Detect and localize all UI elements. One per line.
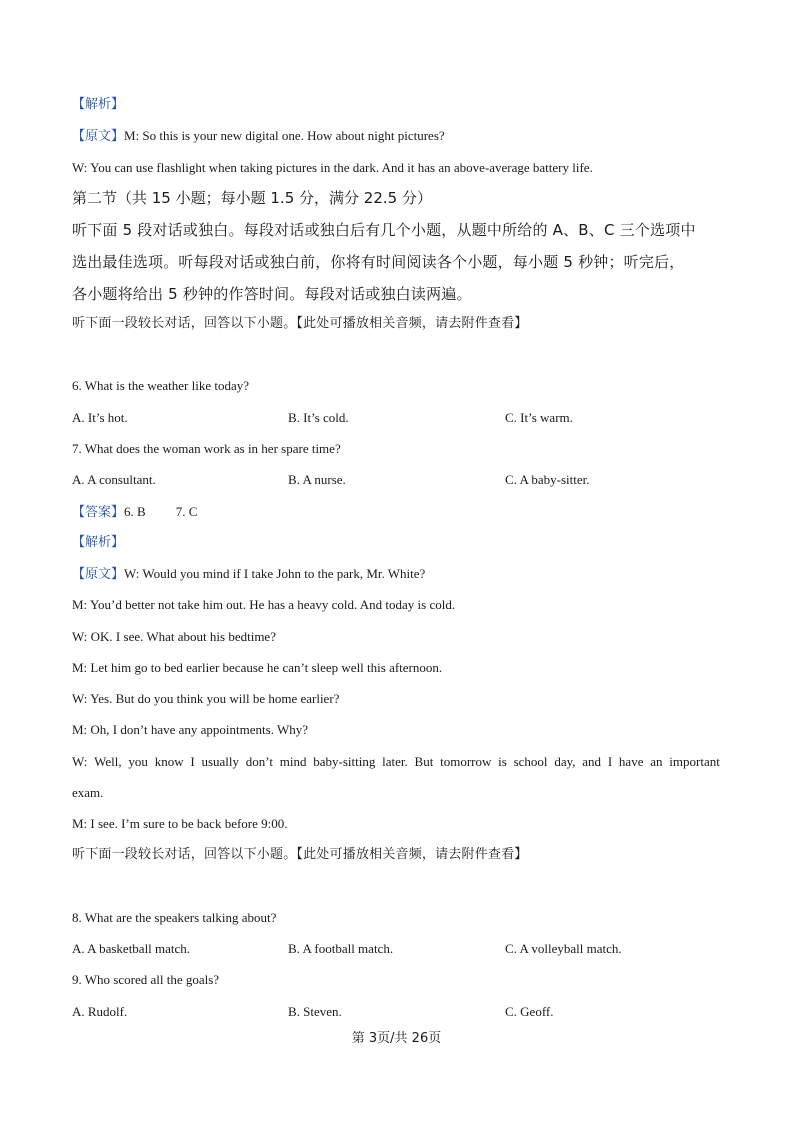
transcript-line	[72, 160, 593, 176]
word: tomorrow	[440, 754, 492, 769]
word: have	[618, 754, 644, 769]
question-7: 7. What does the woman work as in her spare time?	[72, 441, 341, 456]
word: baby-sitting	[313, 754, 376, 769]
q6-option-c: C. It’s warm.	[505, 410, 573, 425]
word: W:	[72, 754, 88, 769]
original-label: 【原文】	[72, 129, 125, 144]
q9-option-b: B. Steven.	[288, 1004, 342, 1019]
instruction-line: 听下面 5 段对话或独白。每段对话或独白后有几个小题，从题中所给的 A、B、C 三个选项中	[72, 221, 696, 239]
word: I	[190, 754, 195, 769]
section-title: 第二节（共 15 小题；每小题 1.5 分，满分 22.5 分）	[72, 189, 432, 207]
q7-option-b: B. A nurse.	[288, 472, 346, 487]
analysis-label-text: 【解析】	[72, 535, 125, 550]
transcript-line: W: Yes. But do you think you will be home earlier?	[72, 691, 340, 706]
word: But	[414, 754, 434, 769]
audio-hint: 听下面一段较长对话，回答以下小题。【此处可播放相关音频，请去附件查看】	[72, 847, 528, 862]
transcript-text: M: So this is your new digital one. How about night pictures?	[124, 128, 445, 143]
analysis-label	[72, 96, 124, 113]
question-8: 8. What are the speakers talking about?	[72, 910, 277, 925]
q8-option-c: C. A volleyball match.	[505, 941, 622, 956]
answer-line	[72, 504, 197, 521]
transcript-line: M: You’d better not take him out. He has a heavy cold. And today is cold.	[72, 597, 456, 612]
transcript-line	[72, 566, 425, 583]
word: Well,	[94, 754, 122, 769]
transcript-line-justified	[72, 754, 720, 770]
transcript-line: W: OK. I see. What about his bedtime?	[72, 629, 276, 644]
q6-option-b: B. It’s cold.	[288, 410, 349, 425]
transcript-text: W: Would you mind if I take John to the park, Mr. White?	[124, 566, 426, 581]
word: you	[128, 754, 148, 769]
answer-label: 【答案】	[72, 505, 125, 520]
answer-6: 6. B	[124, 504, 146, 519]
word: school	[513, 754, 548, 769]
q7-option-c: C. A baby-sitter.	[505, 472, 590, 487]
q7-option-a: A. A consultant.	[72, 472, 156, 487]
page-footer: 第 3页/共 26页	[351, 1031, 442, 1046]
instruction-line: 各小题将给出 5 秒钟的作答时间。每段对话或独白读两遍。	[72, 285, 472, 303]
word: day,	[554, 754, 576, 769]
word: an	[650, 754, 663, 769]
audio-hint: 听下面一段较长对话，回答以下小题。【此处可播放相关音频，请去附件查看】	[72, 316, 528, 331]
word: usually	[201, 754, 240, 769]
word: later.	[382, 754, 408, 769]
word: important	[669, 754, 720, 769]
word: don’t	[245, 754, 273, 769]
word: is	[498, 754, 507, 769]
answer-7: 7. C	[175, 504, 198, 519]
transcript-line: M: Oh, I don’t have any appointments. Why?	[72, 722, 309, 737]
word: mind	[279, 754, 307, 769]
question-6: 6. What is the weather like today?	[72, 378, 250, 393]
word: know	[154, 754, 184, 769]
transcript-line: M: Let him go to bed earlier because he can’t sleep well this afternoon.	[72, 660, 443, 675]
analysis-label-text: 【解析】	[72, 97, 125, 112]
transcript-line	[72, 128, 445, 145]
q9-option-a: A. Rudolf.	[72, 1004, 128, 1019]
word: and	[582, 754, 602, 769]
analysis-label	[72, 534, 124, 551]
word: I	[607, 754, 613, 769]
transcript-line: exam.	[72, 785, 104, 800]
transcript-text: W: You can use flashlight when taking pictures in the dark. And it has an above-average battery life.	[72, 160, 593, 175]
q6-option-a: A. It’s hot.	[72, 410, 128, 425]
instruction-line: 选出最佳选项。听每段对话或独白前，你将有时间阅读各个小题，每小题 5 秒钟；听完后，	[72, 253, 685, 271]
transcript-line: M: I see. I’m sure to be back before 9:00.	[72, 816, 288, 831]
q9-option-c: C. Geoff.	[505, 1004, 554, 1019]
q8-option-b: B. A football match.	[288, 941, 394, 956]
original-label: 【原文】	[72, 567, 125, 582]
question-9: 9. Who scored all the goals?	[72, 972, 220, 987]
q8-option-a: A. A basketball match.	[72, 941, 191, 956]
